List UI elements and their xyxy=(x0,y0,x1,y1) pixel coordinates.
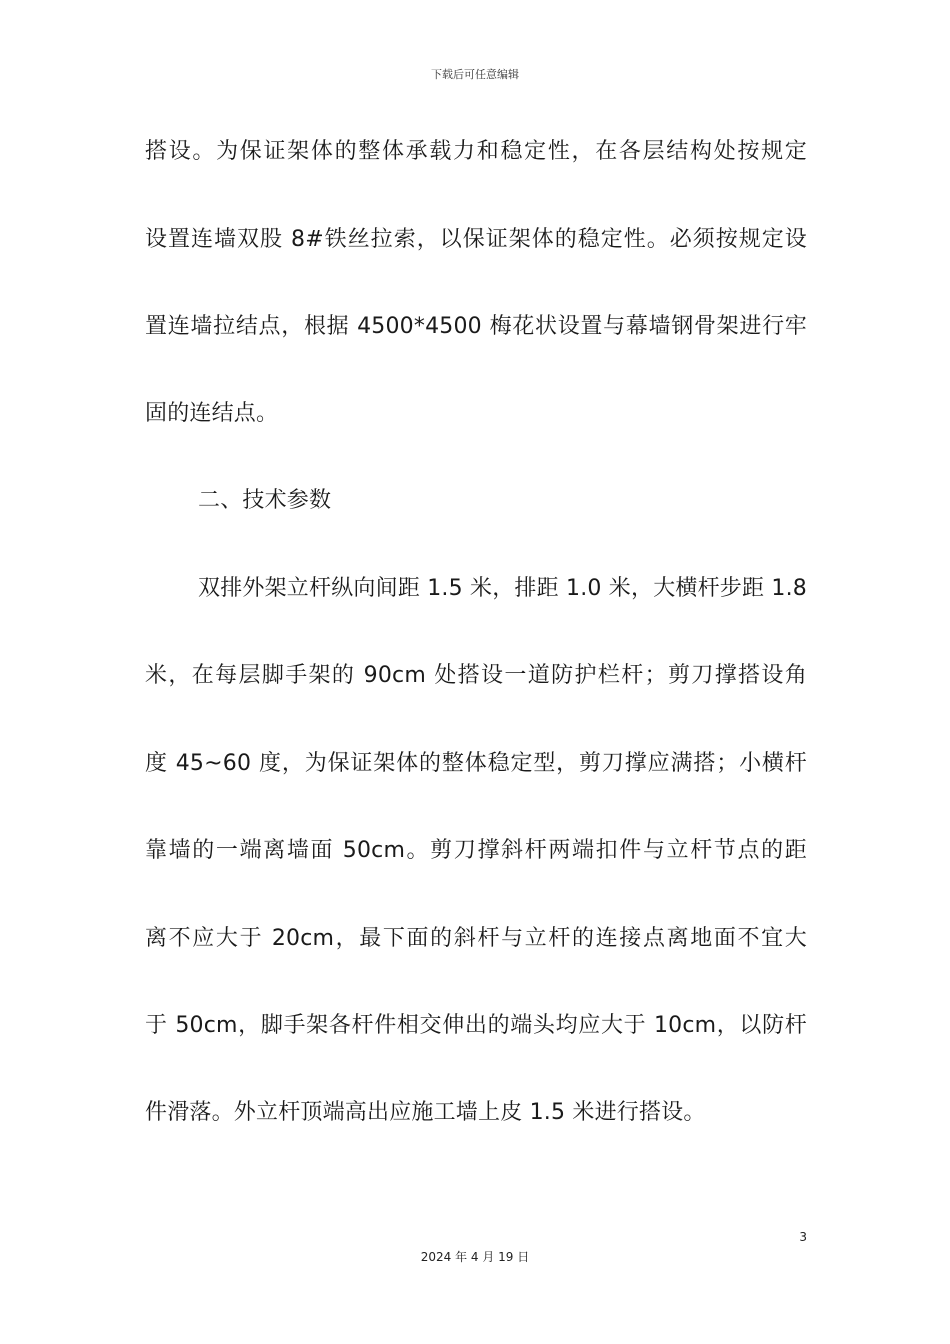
paragraph-line: 件滑落。外立杆顶端高出应施工墙上皮 1.5 米进行搭设。 xyxy=(145,1100,706,1125)
paragraph-line: 靠墙的一端离墙面 50cm。剪刀撑斜杆两端扣件与立杆节点的距 xyxy=(145,838,807,863)
section-heading: 二、技术参数 xyxy=(198,488,332,513)
paragraph-line: 离不应大于 20cm，最下面的斜杆与立杆的连接点离地面不宜大 xyxy=(145,926,807,951)
paragraph-line: 度 45~60 度，为保证架体的整体稳定型，剪刀撑应满搭；小横杆 xyxy=(145,751,807,776)
paragraph-line: 置连墙拉结点，根据 4500*4500 梅花状设置与幕墙钢骨架进行牢 xyxy=(145,314,807,339)
paragraph-line: 固的连结点。 xyxy=(145,401,279,426)
paragraph-line: 搭设。为保证架体的整体承载力和稳定性，在各层结构处按规定 xyxy=(145,139,807,164)
footer-date: 2024 年 4 月 19 日 xyxy=(420,1250,530,1264)
paragraph-line: 双排外架立杆纵向间距 1.5 米，排距 1.0 米，大横杆步距 1.8 xyxy=(198,576,807,601)
page-number: 3 xyxy=(799,1230,807,1244)
paragraph-line: 米，在每层脚手架的 90cm 处搭设一道防护栏杆；剪刀撑搭设角 xyxy=(145,663,807,688)
paragraph-line: 设置连墙双股 8#铁丝拉索，以保证架体的稳定性。必须按规定设 xyxy=(145,227,807,252)
paragraph-line: 于 50cm，脚手架各杆件相交伸出的端头均应大于 10cm，以防杆 xyxy=(145,1013,807,1038)
header-note: 下载后可任意编辑 xyxy=(431,68,519,81)
